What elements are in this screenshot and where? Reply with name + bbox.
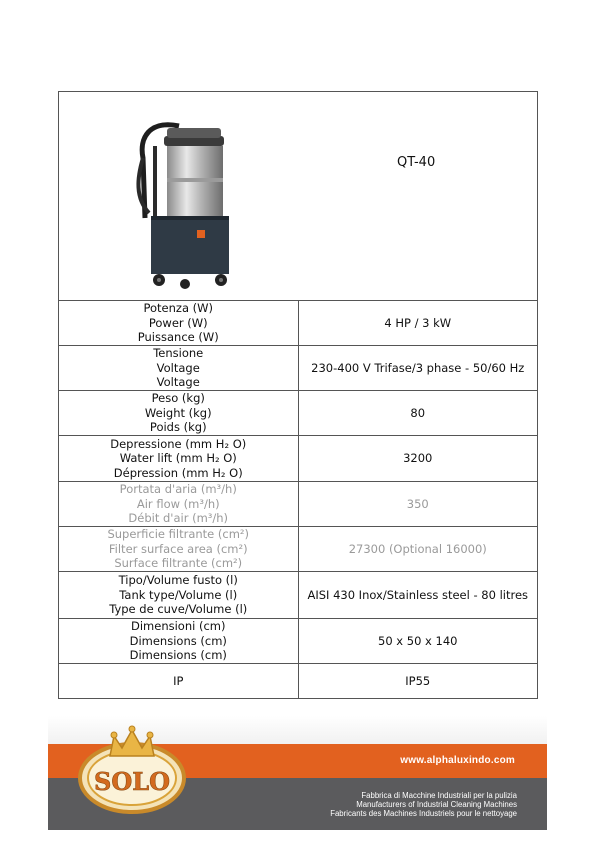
model-name: QT-40 bbox=[397, 155, 436, 170]
spec-row bbox=[59, 301, 538, 346]
spec-value-ip: IP55 bbox=[298, 664, 538, 699]
spec-row bbox=[59, 391, 538, 436]
footer-banner bbox=[48, 716, 547, 830]
spec-label-line: Air flow (m³/h) bbox=[136, 496, 220, 511]
spec-value: 230-400 V Trifase/3 phase - 50/60 Hz bbox=[298, 346, 538, 391]
spec-row bbox=[59, 436, 538, 482]
spec-value: 350 bbox=[298, 482, 538, 527]
spec-value: 80 bbox=[298, 391, 538, 436]
spec-row bbox=[59, 527, 538, 572]
tagline-en: Manufacturers of Industrial Cleaning Machines bbox=[356, 800, 517, 809]
spec-label bbox=[59, 436, 299, 482]
spec-label bbox=[59, 527, 299, 572]
spec-label-line: Dépression (mm H₂ O) bbox=[113, 465, 243, 480]
spec-label-line: Tipo/Volume fusto (l) bbox=[118, 573, 238, 588]
spec-label bbox=[59, 572, 299, 619]
spec-label bbox=[59, 482, 299, 527]
spec-label-line: Depressione (mm H₂ O) bbox=[110, 436, 247, 451]
spec-label bbox=[59, 346, 299, 391]
spec-label-line: Potenza (W) bbox=[143, 301, 214, 316]
industrial-vacuum-cleaner-icon bbox=[109, 118, 239, 293]
spec-row bbox=[59, 482, 538, 527]
spec-label-line: Portata d'aria (m³/h) bbox=[119, 482, 237, 497]
spec-label-ip: IP bbox=[59, 664, 299, 699]
spec-label-line: Dimensions (cm) bbox=[129, 648, 227, 663]
spec-label bbox=[59, 301, 299, 346]
spec-label-line: Surface filtrante (cm²) bbox=[114, 556, 243, 571]
spec-label-line: Voltage bbox=[156, 375, 200, 390]
logo-text: SOLO bbox=[93, 767, 171, 796]
solo-crown-logo bbox=[72, 720, 192, 816]
spec-row bbox=[59, 346, 538, 391]
spec-label-line: Voltage bbox=[156, 360, 200, 375]
spec-label-line: Tensione bbox=[153, 346, 204, 361]
tagline-fr: Fabricants des Machines Industriels pour le nettoyage bbox=[330, 809, 517, 818]
spec-value: 4 HP / 3 kW bbox=[298, 301, 538, 346]
spec-value: 50 x 50 x 140 bbox=[298, 619, 538, 664]
spec-row-ip bbox=[59, 664, 538, 699]
spec-label-line: Poids (kg) bbox=[149, 420, 207, 435]
spec-label-line: Water lift (mm H₂ O) bbox=[119, 451, 237, 466]
spec-label-line: Dimensions (cm) bbox=[129, 633, 227, 648]
spec-value: 3200 bbox=[298, 436, 538, 482]
website-url[interactable]: www.alphaluxindo.com bbox=[400, 755, 515, 766]
spec-value: 27300 (Optional 16000) bbox=[298, 527, 538, 572]
spec-label-line: Dimensioni (cm) bbox=[131, 619, 226, 634]
spec-row bbox=[59, 572, 538, 619]
spec-value: AISI 430 Inox/Stainless steel - 80 litres bbox=[298, 572, 538, 619]
spec-label bbox=[59, 619, 299, 664]
spec-label-line: Puissance (W) bbox=[137, 330, 219, 345]
spec-label-line: Power (W) bbox=[148, 315, 208, 330]
spec-table bbox=[58, 91, 538, 699]
spec-label-line: Filter surface area (cm²) bbox=[108, 541, 248, 556]
product-header-row bbox=[59, 92, 538, 301]
tagline-it: Fabbrica di Macchine Industriali per la pulizia bbox=[361, 791, 517, 800]
spec-label-line: Tank type/Volume (l) bbox=[119, 587, 238, 602]
spec-label-line: Type de cuve/Volume (l) bbox=[109, 602, 248, 617]
product-header-cell bbox=[59, 92, 538, 301]
spec-label-line: Peso (kg) bbox=[151, 391, 205, 406]
spec-label-line: Superficie filtrante (cm²) bbox=[107, 527, 250, 542]
spec-label bbox=[59, 391, 299, 436]
spec-row bbox=[59, 619, 538, 664]
spec-label-line: Weight (kg) bbox=[144, 405, 212, 420]
spec-label-line: Débit d'air (m³/h) bbox=[128, 511, 229, 526]
